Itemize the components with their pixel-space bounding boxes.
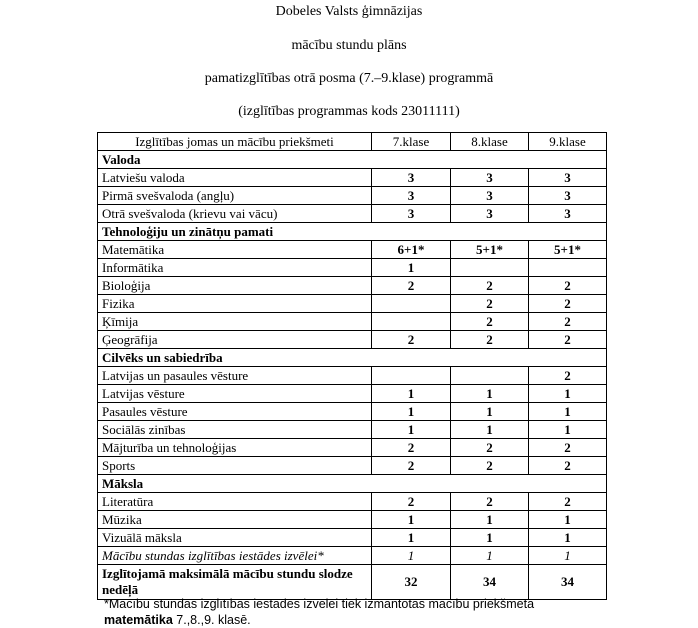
section-label: Tehnoloģiju un zinātņu pamati: [98, 223, 607, 241]
subject-name: Literatūra: [98, 493, 372, 511]
table-row: [98, 259, 607, 277]
hours-grade-7: 1: [372, 547, 451, 565]
hours-grade-7: 1: [372, 403, 451, 421]
subject-name: Mājturība un tehnoloģijas: [98, 439, 372, 457]
subject-name: Latviešu valoda: [98, 169, 372, 187]
hours-grade-8: 2: [451, 493, 529, 511]
hours-grade-9: 2: [529, 313, 607, 331]
hours-grade-7: [372, 313, 451, 331]
table-row: [98, 457, 607, 475]
footnote-grades: 7.,8.,9. klasē.: [172, 613, 251, 627]
hours-grade-7: 32: [372, 565, 451, 600]
section-row: [98, 223, 607, 241]
column-header-subjects: Izglītības jomas un mācību priekšmeti: [98, 133, 372, 151]
section-row: [98, 349, 607, 367]
hours-grade-7: 2: [372, 277, 451, 295]
hours-grade-8: 34: [451, 565, 529, 600]
column-header-grade-8: 8.klase: [451, 133, 529, 151]
table-row: [98, 439, 607, 457]
hours-grade-9: 3: [529, 205, 607, 223]
hours-grade-7: [372, 367, 451, 385]
footnote-subject: matemātika: [104, 613, 173, 627]
table-row: [98, 187, 607, 205]
hours-grade-8: 1: [451, 511, 529, 529]
curriculum-table-body: [98, 151, 607, 600]
hours-grade-9: 3: [529, 169, 607, 187]
subject-name: Fizika: [98, 295, 372, 313]
table-row: [98, 547, 607, 565]
hours-grade-8: [451, 367, 529, 385]
hours-grade-7: 1: [372, 385, 451, 403]
hours-grade-9: 1: [529, 385, 607, 403]
hours-grade-9: 2: [529, 439, 607, 457]
table-row: [98, 403, 607, 421]
hours-grade-7: 2: [372, 457, 451, 475]
hours-grade-9: 3: [529, 187, 607, 205]
subject-name: Latvijas un pasaules vēsture: [98, 367, 372, 385]
table-header-row: [98, 133, 607, 151]
subject-name: Ģeogrāfija: [98, 331, 372, 349]
subject-name: Informātika: [98, 259, 372, 277]
table-row: [98, 313, 607, 331]
table-row: [98, 295, 607, 313]
header-school-name: Dobeles Valsts ģimnāzijas: [275, 4, 423, 19]
hours-grade-9: 1: [529, 421, 607, 439]
table-row: [98, 367, 607, 385]
table-row: [98, 493, 607, 511]
table-row: [98, 277, 607, 295]
table-row: [98, 331, 607, 349]
total-label: Izglītojamā maksimālā mācību stundu slodze nedēļā: [98, 565, 372, 600]
hours-grade-8: 2: [451, 439, 529, 457]
section-row: [98, 151, 607, 169]
hours-grade-7: 1: [372, 259, 451, 277]
hours-grade-9: 2: [529, 277, 607, 295]
footnote-line-2: [104, 612, 584, 628]
subject-name: Latvijas vēsture: [98, 385, 372, 403]
section-label: Māksla: [98, 475, 607, 493]
hours-grade-7: 3: [372, 205, 451, 223]
total-row: [98, 565, 607, 600]
hours-grade-9: [529, 259, 607, 277]
subject-name: Bioloģija: [98, 277, 372, 295]
table-row: [98, 385, 607, 403]
hours-grade-8: 1: [451, 529, 529, 547]
hours-grade-7: 3: [372, 169, 451, 187]
section-label: Cilvēks un sabiedrība: [98, 349, 607, 367]
table-row: [98, 511, 607, 529]
hours-grade-7: 1: [372, 511, 451, 529]
hours-grade-9: 1: [529, 529, 607, 547]
table-row: [98, 241, 607, 259]
hours-grade-9: 2: [529, 457, 607, 475]
hours-grade-7: 2: [372, 331, 451, 349]
subject-name: Matemātika: [98, 241, 372, 259]
table-row: [98, 421, 607, 439]
subject-name: Pasaules vēsture: [98, 403, 372, 421]
hours-grade-9: 1: [529, 547, 607, 565]
hours-grade-7: [372, 295, 451, 313]
subject-name: Vizuālā māksla: [98, 529, 372, 547]
hours-grade-8: 2: [451, 457, 529, 475]
hours-grade-7: 1: [372, 529, 451, 547]
hours-grade-7: 2: [372, 493, 451, 511]
subject-name: Ķīmija: [98, 313, 372, 331]
table-row: [98, 169, 607, 187]
column-header-grade-7: 7.klase: [372, 133, 451, 151]
hours-grade-7: 1: [372, 421, 451, 439]
hours-grade-9: 2: [529, 493, 607, 511]
hours-grade-7: 3: [372, 187, 451, 205]
curriculum-table: [97, 132, 607, 600]
hours-grade-8: 2: [451, 313, 529, 331]
section-row: [98, 475, 607, 493]
hours-grade-8: 1: [451, 547, 529, 565]
hours-grade-7: 6+1*: [372, 241, 451, 259]
subject-name: Sports: [98, 457, 372, 475]
header-program: pamatizglītības otrā posma (7.–9.klase) programmā: [204, 71, 494, 86]
hours-grade-8: 1: [451, 403, 529, 421]
header-program-code: (izglītības programmas kods 23011111): [238, 104, 460, 119]
section-label: Valoda: [98, 151, 607, 169]
hours-grade-9: 1: [529, 511, 607, 529]
column-header-grade-9: 9.klase: [529, 133, 607, 151]
subject-name: Mācību stundas izglītības iestādes izvēlei*: [98, 547, 372, 565]
subject-name: Sociālās zinības: [98, 421, 372, 439]
footnote-line-1: *Mācību stundas izglītības iestādes izvēlei tiek izmantotas mācību priekšmetā: [104, 597, 535, 611]
hours-grade-8: 3: [451, 187, 529, 205]
footnote: [104, 596, 584, 628]
hours-grade-9: 1: [529, 403, 607, 421]
hours-grade-9: 2: [529, 331, 607, 349]
hours-grade-8: 2: [451, 277, 529, 295]
subject-name: Mūzika: [98, 511, 372, 529]
hours-grade-8: 2: [451, 295, 529, 313]
hours-grade-9: 2: [529, 367, 607, 385]
hours-grade-8: 5+1*: [451, 241, 529, 259]
hours-grade-9: 34: [529, 565, 607, 600]
subject-name: Pirmā svešvaloda (angļu): [98, 187, 372, 205]
table-row: [98, 205, 607, 223]
hours-grade-8: [451, 259, 529, 277]
hours-grade-8: 3: [451, 169, 529, 187]
hours-grade-9: 2: [529, 295, 607, 313]
subject-name: Otrā svešvaloda (krievu vai vācu): [98, 205, 372, 223]
hours-grade-7: 2: [372, 439, 451, 457]
hours-grade-8: 1: [451, 385, 529, 403]
hours-grade-8: 3: [451, 205, 529, 223]
hours-grade-9: 5+1*: [529, 241, 607, 259]
header-plan-title: mācību stundu plāns: [291, 38, 407, 53]
hours-grade-8: 1: [451, 421, 529, 439]
hours-grade-8: 2: [451, 331, 529, 349]
table-row: [98, 529, 607, 547]
